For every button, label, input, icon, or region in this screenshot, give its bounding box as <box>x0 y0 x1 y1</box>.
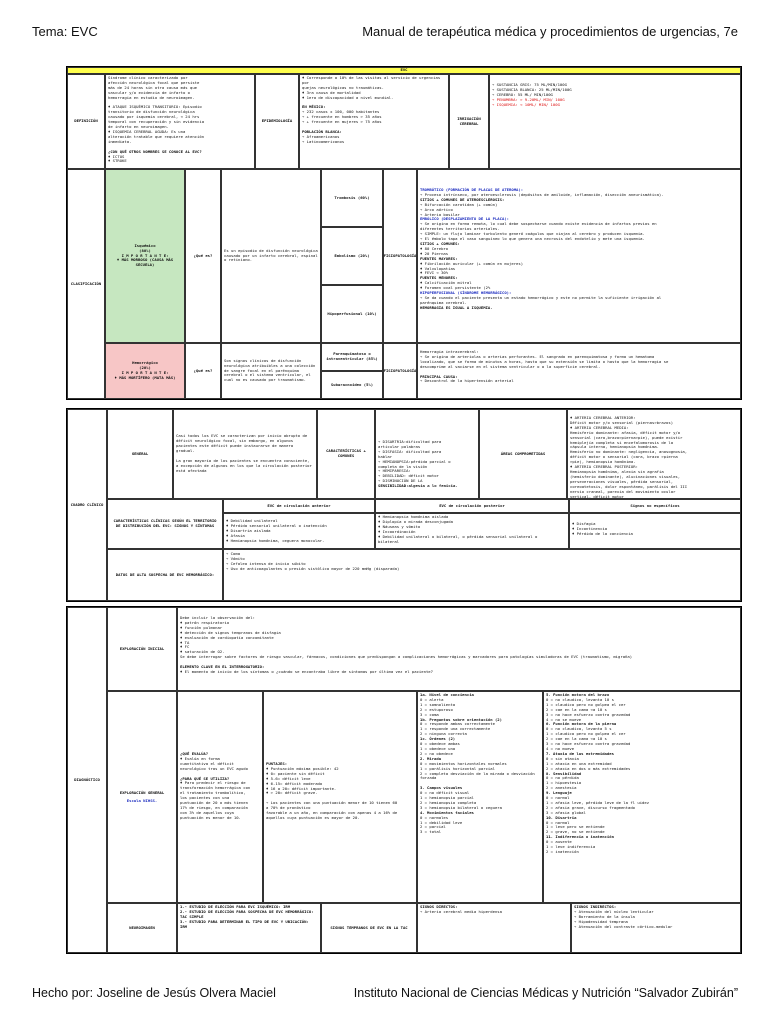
text-line: 4 = no mueve <box>546 745 575 751</box>
text-line: SITIOS + COMUNES DE ATEROESCLEROSIS: <box>420 196 505 202</box>
text-line: ♦ 5-6= déficit leve <box>266 775 311 781</box>
escala-nihss: Escala NIHSS. <box>126 797 158 803</box>
text-line: ♦ patrón respiratorio <box>180 619 230 625</box>
text-line: ♦ 20 Piernas <box>420 250 449 256</box>
text-line: de infarto en neuroimagen. <box>108 124 169 130</box>
text-line: TROMBÓTICO (FORMACIÓN DE PLACAS DE ATEROMA): <box>420 187 524 192</box>
text-line: ¿CON QUÉ OTROS NOMBRES SE CONOCE AL EVC? <box>108 148 202 154</box>
text-line: → Borramiento de la ínsula <box>574 913 635 919</box>
puntajes-list <box>263 691 417 903</box>
text-line: neurológico tras un EVC agudo <box>180 765 248 771</box>
nihss-items-b <box>543 691 741 903</box>
text-line: HEMORRAGIA ES IGUAL A ISQUEMIA. <box>420 304 493 310</box>
text-line: → SUSTANCIA GRIS: 75 ML/MIN/100G <box>492 82 567 87</box>
text-line: ¿QUÉ EVALÚA? <box>180 751 209 756</box>
section-cuadro-clinico <box>66 408 742 602</box>
text-line: Se debe interrogar sobre factores de riesgo vascular, fármacos, condiciones que predispongan a complicaciones hemorrágicas y marcadores para patologías simuladoras de EVC (traumatismo, migraña) <box>180 654 633 660</box>
signos-directos-list <box>417 903 571 953</box>
text-line: transitorio de disfunción neurológica <box>108 109 195 115</box>
nihss-items-a <box>417 691 543 903</box>
text-line: ♦ Debilidad unilateral <box>226 518 278 523</box>
text-line: 1 = obedece una <box>420 745 456 751</box>
text-line: vascular y/o evidencia de infarto o <box>108 89 190 95</box>
text-line: vertical, déficit motor <box>570 493 624 499</box>
text-line: 2 = completa desviación de la mirada o desviación <box>420 770 535 776</box>
text-line: ♦ ISQUEMIA CEREBRAL AGUDA: Es una <box>108 128 186 134</box>
text-line: ELEMENTO CLAVE EN EL INTERROGATORIO: <box>180 664 265 670</box>
text-line: causado por isquemia cerebral, < 24 hrs <box>108 114 200 120</box>
text-line: afección neurológica focal que persiste <box>108 79 200 85</box>
text-line: ♦ El momento de inicio de los síntomas o ¿cuándo se encontraba libre de síntomas por última vez el paciente? <box>180 668 433 674</box>
text-line: sensorial (cara,brazo>pierna>pie), puede existir <box>570 434 683 440</box>
text-line: ♦ evaluación de cardiopatía concomitante <box>180 634 274 640</box>
text-line: 0 = normales <box>420 814 449 820</box>
text-line: Déficit motor y/o sensorial (piernas>brazos) <box>570 419 674 425</box>
text-line: ♦ TA <box>180 639 190 645</box>
text-line: ♦ 1era de discapacidad a nivel mundial. <box>302 94 394 100</box>
text-line: el tratamiento trombolítico, <box>180 790 246 796</box>
text-line: ♦ Foramen oval persistente (2% <box>420 285 491 291</box>
text-line: 2 = estuporoso <box>420 706 453 712</box>
text-line: ¿PARA QUÉ SE UTILIZA? <box>180 775 230 781</box>
text-line: 3.- ESTUDIO PARA DETERMINAR EL TIPO DE EVC Y UBICACIÓN: IRM <box>180 918 309 929</box>
text-line: con 3% de aquellos cuya <box>180 809 234 815</box>
text-line: ♦ ARTERIA CEREBRAL MEDIA: <box>570 424 629 430</box>
footer-institution: Instituto Nacional de Ciencias Médicas y Nutrición “Salvador Zubirán” <box>353 986 738 1000</box>
text-line: ♦ Hemianopsia homónima, ceguera monocular. <box>226 537 325 543</box>
text-line: 1a. Nivel de conciencia <box>420 692 474 697</box>
text-line: ♦ Incontinencia <box>572 525 608 531</box>
text-line: → Latinoamericanos <box>302 138 345 144</box>
text-line: ♦ Pérdida de la conciencia <box>572 530 633 536</box>
text-line: completa de la visión <box>378 463 428 469</box>
text-line: 0 = movimientos horizontales normales <box>420 760 507 766</box>
text-line: 7. Ataxia de las extremidades <box>546 750 614 756</box>
label-epidemiologia: EPIDEMIOLOGÍA <box>255 74 299 169</box>
text-line: Debe incluir la observación del: <box>180 615 255 620</box>
text-line: → DISARTRIA:dificultad para <box>378 439 442 444</box>
text-line: Hemisferio no dominante: negligencia, anosognosia, <box>570 449 688 455</box>
label-caracteristicas: CARACTERÍSTICAS + COMUNES <box>317 409 375 499</box>
text-line: 0 = no claudica, levanta 5 s <box>546 726 612 732</box>
text-line: ♦ Para predecir el riesgo de <box>180 780 246 786</box>
text-line: → Vómito <box>226 555 245 561</box>
text-line: SIGNOS INDIRECTOS: <box>574 904 617 909</box>
text-line: puntuación es menor de 10. <box>180 814 241 820</box>
label-irrigacion: IRRIGACIÓN CEREBRAL <box>449 74 489 169</box>
neuroimagen-list <box>177 903 321 953</box>
text-line: 2 = cae en la cama <a 10 s <box>546 736 607 742</box>
text-line: → Arco aórtico <box>420 206 453 212</box>
text-line: Hemisferio dominante: afasia, déficit motor y/o <box>570 429 681 435</box>
epidemiologia-text <box>299 74 449 169</box>
text-line: → Se da cuando el paciente presenta un estado hemorrágico y este no permite la suficiente irrigación al <box>420 294 662 300</box>
text-line: ♦ Incoordinación <box>378 528 416 534</box>
text-line: 2 = no obedece <box>420 750 453 756</box>
text-line: favorable a un año, en comparación con apenas 4 a 16% de <box>266 810 398 816</box>
text-line: ♦ 3ra causa de mortalidad <box>302 89 361 95</box>
text-line: → SUSTANCIA BLANCA: 25 ML/MIN/100G <box>492 86 572 92</box>
text-line: 3 = hemianopsia bilateral o ceguera <box>420 804 502 810</box>
label-sospecha: DATOS DE ALTA SOSPECHA DE EVC HEMORRÁGICO: <box>107 549 223 601</box>
text-line: ♦ Calcificación mitral <box>420 280 472 286</box>
hemorragico-fisio <box>417 343 741 399</box>
text-line: ♦ ARTERIA CEREBRAL POSTERIOR: <box>570 464 638 470</box>
text-line: los pacientes con una <box>180 795 230 801</box>
text-line: 2 = grave, no se entiende <box>546 829 605 835</box>
text-line: → Hipodensidad temprana <box>574 918 628 924</box>
text-line: >pie), hemianopsia homónima. <box>570 459 636 465</box>
text-line: 5. Función motora del brazo <box>546 692 610 697</box>
subtype-embolismo: Embolismo (20%) <box>321 227 383 285</box>
text-line: 2.- ESTUDIO DE ELECCIÓN PARA SOSPECHA DE EVC HEMORRÁGICO: TAC SIMPLE <box>180 908 314 919</box>
text-line: SENSIBILIDAD:algesia a lo fenicia. <box>378 483 458 489</box>
label-diagnostico: DIAGNÓSTICO <box>67 607 107 953</box>
hemorragico-title: Hemorrágico (20%) I M P O R T A N T E: ♦ MÁS MORTÍFERO (MATA MÁS) <box>105 343 185 399</box>
definicion-text <box>105 74 255 169</box>
text-line: → SIMPLE: un flujo laminar turbulento generó coágulos que viajan al cerebro y producen isquemia. <box>420 231 645 237</box>
text-line: 0 = sin ataxia <box>546 755 579 761</box>
text-line: → El émbolo tapa el vaso sanguíneo lo que genera una necrosis del endotelio y mete una isquemia. <box>420 236 645 242</box>
text-line: → + frecuente en mujeres > 75 años <box>302 119 382 125</box>
subtype-trombosis: Trombosis (60%) <box>321 169 383 227</box>
text-line: aquellos cuya puntuación es mayor de 20. <box>266 814 360 820</box>
text-line: ♦ Pérdida sensorial unilateral o inatención <box>226 522 327 528</box>
text-line: 10. Disartria <box>546 814 577 820</box>
text-line: PUNTAJES: <box>266 761 288 766</box>
text-line: EN MÉXICO: <box>302 104 326 110</box>
text-line: ♦ Afasia <box>226 532 245 538</box>
isquemico-que-es-label: ¿Qué es? <box>185 169 221 343</box>
text-line: 1 = responde una correctamente <box>420 726 491 732</box>
text-line: 1 = somnolienta <box>420 701 456 707</box>
text-line: 1 = hipoestesia <box>546 780 582 786</box>
sospecha-list <box>223 549 741 601</box>
text-line: ♦ función pulmonar <box>180 624 223 630</box>
text-line: 4 = no se mueve <box>546 716 582 722</box>
text-line: ♦ saturación de O2. <box>180 649 225 655</box>
label-signos-tac: SIGNOS TEMPRANOS DE EVC EN LA TAC <box>321 903 417 953</box>
text-line: → ISQUEMIA: < 10ML/ MIN/ 100G <box>492 101 560 107</box>
label-cuadro-clinico: CUADRO CLÍNICO <box>67 409 107 601</box>
text-line: 3. Campos visuales <box>420 785 463 791</box>
header-topic: Tema: EVC <box>32 24 98 39</box>
text-line: SIGNOS DIRECTOS: <box>420 904 458 909</box>
text-line: 9. Lenguaje <box>546 790 572 796</box>
text-line: → Proceso intrínseco, por ateroesclerosis (depósitos de amiloide, inflamación, disección aneurismática). <box>420 191 664 197</box>
header-circulacion-anterior: EVC de circulación anterior <box>223 499 375 513</box>
text-line: 11. Indiferencia o inatención <box>546 834 614 840</box>
hemorragico-que-es-label: ¿Qué es? <box>185 343 221 399</box>
text-line: FUENTES MAYORES: <box>420 255 458 261</box>
text-line: forzada <box>420 775 437 781</box>
text-line: SITIOS + COMUNES: <box>420 240 460 246</box>
text-line: ♦ STROKE <box>108 158 127 164</box>
text-line: 0 = alerta <box>420 696 444 702</box>
text-line: parénquima cerebral. <box>420 299 467 305</box>
text-line: → Se origina de arteriolas o arterias perforantes. El sangrado en parenquimatosa y forma un hematoma <box>420 353 655 359</box>
text-line: 1 = afasia leve, pérdida leve de la fl uidez <box>546 799 650 805</box>
text-line: EMBÓLICO (DESPLAZAMIENTO DE LA PLACA): <box>420 216 510 222</box>
text-line: → DEBILIDAD: déficit motor <box>378 473 439 479</box>
exploracion-inicial-list <box>177 607 741 691</box>
text-line: ♦ 0= paciente sin déficit <box>266 770 325 776</box>
text-line: (hemisferio dominante), alucinaciones visuales, <box>570 473 681 479</box>
isquemico-fisio-label: FISIOPATOLOGÍA <box>383 169 417 343</box>
text-line: 2 = ataxia en dos o más extremidades <box>546 765 631 771</box>
text-line: ♦ Puntuación máxima posible: 42 <box>266 765 339 771</box>
text-line: 2 = afasia grave, discurso fragmentado <box>546 804 636 810</box>
text-line: ♦ 16 a 20= déficit importante. <box>266 785 337 791</box>
text-line: localizado, que se forma de minutos a horas, hasta que su extensión se limita o hasta que la hemorragia se <box>420 358 669 364</box>
label-neuroimagen: NEUROIMAGEN <box>107 903 177 953</box>
text-line: 2 = hemianopsia completa <box>420 799 477 805</box>
text-line: transformación hemorrágica con <box>180 785 251 791</box>
text-line: articular palabras <box>378 443 421 449</box>
text-line: diferentes territorios arteriales. <box>420 226 500 232</box>
text-line: 2 = inatención <box>546 849 579 854</box>
text-line: 0 = ausente <box>546 839 572 845</box>
text-line: ♦ FEVI < 30% <box>420 270 449 276</box>
text-line: → Arteria cerebral media hiperdensa <box>420 908 502 914</box>
text-line: → Uso de anticoagulantes o presión sistólica mayor de 220 mmHg (disparada) <box>226 565 400 571</box>
text-line: ♦ FC <box>180 644 190 650</box>
text-line: → CEREBRO: 55 ML/ MIN/100G <box>492 91 553 97</box>
text-line: PRINCIPAL CAUSA: <box>420 373 458 379</box>
text-line: 17% de riesgo, en comparación <box>180 804 248 810</box>
text-line: ♦ detección de signos tempranos de disfagia <box>180 629 281 635</box>
text-line: → Cefalea intensa de inicio súbito <box>226 560 306 566</box>
text-line: → Arteria basilar <box>420 211 460 217</box>
text-line: alteración tratable que requiere atención <box>108 133 205 139</box>
text-line: 1 = ataxia en una extremidad <box>546 760 612 766</box>
anterior-list <box>223 513 375 549</box>
text-line: quejas neurológicas no traumáticas. <box>302 84 384 90</box>
text-line: 0 = no claudica, levanta 10 s <box>546 696 614 702</box>
banner-evc: EVC <box>67 67 741 74</box>
text-line: → Los pacientes con una puntuación menor de 10 tienen 60 <box>266 800 398 806</box>
text-line: hemorragia en estudio de neuroimagen. <box>108 94 195 100</box>
text-line: HIPOPERFUSIONAL (SÍNDROME HEMORRÁGICO): <box>420 290 512 296</box>
text-line: → Atenuación del contraste córtico-medular <box>574 923 673 929</box>
text-line: 2 = parcial <box>420 824 446 830</box>
text-line: FUENTES MENORES: <box>420 275 458 281</box>
text-line: → Coma <box>226 551 241 556</box>
text-line: 3 = afasia global <box>546 809 586 815</box>
text-line: 0 = no pérdida <box>546 775 579 781</box>
section-definicion-clasificacion <box>66 66 742 400</box>
text-line: ♦ 6-15= déficit moderado <box>266 780 323 786</box>
subtype-subaracnoideo: Subaracnoideo (5%) <box>321 371 383 399</box>
areas-list <box>567 409 741 499</box>
text-line: 2. Mirada <box>420 755 442 761</box>
hemorragico-fisio-label: FISIOPATOLOGÍA <box>383 343 417 399</box>
text-line: 1 = hemianopsia parcial <box>420 795 474 801</box>
text-line: 8. Sensibilidad <box>546 770 582 776</box>
header-no-especificos: Signos no específicos <box>569 499 741 513</box>
text-line: 1 = debilidad leve <box>420 819 463 825</box>
cuadro-general-text: Casi todos los EVC se caracterizan por inicio abrupto de déficit neurológico focal, sin embargo, en algunos pacientes este déficit puede instaurarse de manera gradual. La gran mayoría de los pacientes se encuentra consciente, a excepción de algunos en los que la circulación posterior está afectada <box>173 409 317 499</box>
text-line: ♦ > 20= déficit grave. <box>266 790 318 796</box>
no-especificos-list <box>569 513 741 549</box>
text-line: → DISMINUCIÓN DE LA <box>378 478 423 484</box>
label-areas: ÁREAS COMPROMETIDAS <box>479 409 567 499</box>
text-line: 1c. Órdenes (2) <box>420 736 456 742</box>
text-line: → Atenuación del núcleo lenticular <box>574 908 654 914</box>
signos-indirectos-list <box>571 903 741 953</box>
text-line: coreoatetosis, dolor espontáneo, parálisis del III <box>570 483 688 489</box>
text-line: 3 = no hace esfuerzo contra gravedad <box>546 741 631 747</box>
exploracion-general <box>107 691 177 903</box>
text-line: ♦ ARTERIA CEREBRAL ANTERIOR: <box>570 415 636 420</box>
text-line: ♦ Disartria aislada <box>226 527 271 533</box>
text-line: → HEMIANOPSIA:pérdida parcial o <box>378 458 451 464</box>
text-line: ♦ Diplopía o mirada desconjugada <box>378 518 453 524</box>
text-line: 2 = cae en la cama <a 10 s <box>546 706 607 712</box>
text-line: 0 = obedece ambas <box>420 741 460 747</box>
text-line: ♦ ATAQUE ISQUÉMICO TRANSITORIO: Episodio <box>108 104 202 110</box>
text-line: nervio craneal, parexia del movimiento ocular <box>570 488 676 494</box>
header-circulacion-posterior: EVC de circulación posterior <box>375 499 569 513</box>
text-line: déficit motor o sensorial (cara, brazo >pierna <box>570 454 678 460</box>
text-line: perseveraciones visuales, pérdida sensorial, <box>570 478 674 484</box>
text-line: 0 = normal <box>546 795 570 801</box>
text-line: ♦ Debilidad unilateral o bilateral, o pérdida sensorial unilateral o <box>378 533 538 539</box>
text-line: ♦ Valvulopatías <box>420 265 456 271</box>
label-cuadro-general: GENERAL <box>107 409 173 499</box>
label-exploracion-inicial: EXPLORACIÓN INICIAL <box>107 607 177 691</box>
text-line: bilateral <box>378 538 400 544</box>
text-line: inmediata. <box>108 138 132 144</box>
subtype-parenquimatoso: Parenquimatoso o intraventricular (85%) <box>321 343 383 371</box>
text-line: 2 = anestesia <box>546 785 577 791</box>
text-line: 1 = leve indiferencia <box>546 844 596 850</box>
text-line: ♦ Disfagia <box>572 521 596 526</box>
text-line: 3 = total <box>420 829 442 835</box>
text-line: cápsula interna, hemianopsia homónima. <box>570 444 660 450</box>
hemorragico-que-es: Son signos clínicos de disfunción neurológica atribuibles a una colección de sangre focal en el parénquima cerebral o el sistema ventricular, el cual no es causado por traumatismo. <box>221 343 321 399</box>
label-territorio: CARACTERÍSTICAS CLÍNICAS SEGÚN EL TERRITORIO DE DISTRIBUCIÓN DEL EVC: SIGNOS Y SÍNTOMAS <box>107 499 223 549</box>
text-line: Síndrome clínico caracterizado por <box>108 75 188 80</box>
label-exploracion-general: EXPLORACIÓN GENERAL <box>119 789 165 795</box>
isquemico-que-es: Es un episodio de disfunción neurológica causado por un infarto cerebral, espinal o retiniano. <box>221 169 321 343</box>
text-line: ♦ Náuseas y vómito <box>378 523 421 529</box>
section-diagnostico <box>66 606 742 954</box>
text-line: a 70% de pronóstico <box>266 805 311 811</box>
que-evalua-list <box>177 691 263 903</box>
text-line: ♦ 80 Cerebro <box>420 245 449 251</box>
text-line: 4. Movimientos faciales <box>420 809 474 815</box>
irrigacion-text <box>489 74 741 169</box>
text-line: → Bifurcación carotídea (+ común) <box>420 201 498 207</box>
text-line: 3 = no hace esfuerzo contra gravedad <box>546 711 631 717</box>
text-line: 1 = claudica pero no golpea el cer <box>546 701 626 707</box>
label-clasificacion: CLASIFICACIÓN <box>67 169 105 399</box>
text-line: 3 = coma <box>420 711 439 717</box>
caracteristicas-list <box>375 409 479 499</box>
text-line: 0 = normal <box>546 819 570 825</box>
footer-author: Hecho por: Joseline de Jesús Olvera Maciel <box>32 986 276 1000</box>
text-line: Hemorragia intracerebral: <box>420 349 479 354</box>
text-line: → Afroamericanos <box>302 133 340 139</box>
text-line: POBLACIÓN BLANCA: <box>302 128 342 134</box>
text-line: → Se origina en forma remota, lo cual debe sospecharse cuando existe evidencia de infartos previos en <box>420 221 657 227</box>
text-line: 1.- ESTUDIO DE ELECCIÓN PARA EVC ISQUÉMICO: IRM <box>180 904 291 909</box>
text-line: 1 = claudica pero no golpea el cer <box>546 731 626 737</box>
text-line: → + frecuente en hombres > 35 años <box>302 114 382 120</box>
posterior-list <box>375 513 569 549</box>
text-line: 1 = leve pero se entiende <box>546 824 605 830</box>
text-line: 1 = parálisis horizontal parcial <box>420 765 495 771</box>
text-line: 1b. Preguntas sobre orientación (2) <box>420 716 502 722</box>
text-line: ♦ Evalúa en forma <box>180 755 220 761</box>
text-line: 2 = ninguna correcta <box>420 731 467 737</box>
text-line: → DISFASIA: dificultad para <box>378 448 442 454</box>
text-line: temporal con recuperación y sin evidencia <box>108 119 205 125</box>
isquemico-fisio <box>417 169 741 343</box>
text-line: puntuación de 20 o más tienen <box>180 800 248 806</box>
text-line: 0 = no déficit visual <box>420 790 470 796</box>
text-line: → 232 casos x 100, 000 habitantes <box>302 109 380 115</box>
text-line: hablar <box>378 453 393 459</box>
text-line: → Descontrol de la hipertensión arterial <box>420 378 514 384</box>
header-source: Manual de terapéutica médica y procedimientos de urgencias, 7e <box>362 24 738 39</box>
text-line: ♦ ICTUS <box>108 153 125 159</box>
isquemico-title: Isquémico (80%) I M P O R T A N T E: ♦ MÁS MORBOSO (CAUSA MÁS SECUELA) <box>105 169 185 343</box>
text-line: Hemianopsia homónima, alexia sin agrafia <box>570 468 664 474</box>
text-line: ♦ Fibrilación auricular (+ común en mujeres) <box>420 260 524 266</box>
text-line: descomprime al vaciarse en el sistema ventricular o a la superficie cerebral. <box>420 363 601 369</box>
text-line: ♦ Hemianopsia homónima aislada <box>378 514 449 519</box>
text-line: ♦ Corresponde a 10% de las visitas al servicio de urgencias por <box>302 75 441 85</box>
text-line: → HEMIPARESIA: <box>378 468 411 474</box>
subtype-hipoperfusional: Hipoperfusional (10%) <box>321 285 383 343</box>
text-line: 0 = responde ambas correctamente <box>420 721 495 727</box>
text-line: hemiplejía completa si encefalomorosis de la <box>570 439 674 445</box>
text-line: cuantitativa el déficit <box>180 760 234 766</box>
text-line: más de 24 horas sin otra causa más que <box>108 84 198 90</box>
text-line: → PENUMBRA: > 9-20ML/ MIN/ 100G <box>492 96 565 102</box>
label-definicion: DEFINICIÓN <box>67 74 105 169</box>
text-line: 6. Función motora de la pierna <box>546 721 617 727</box>
